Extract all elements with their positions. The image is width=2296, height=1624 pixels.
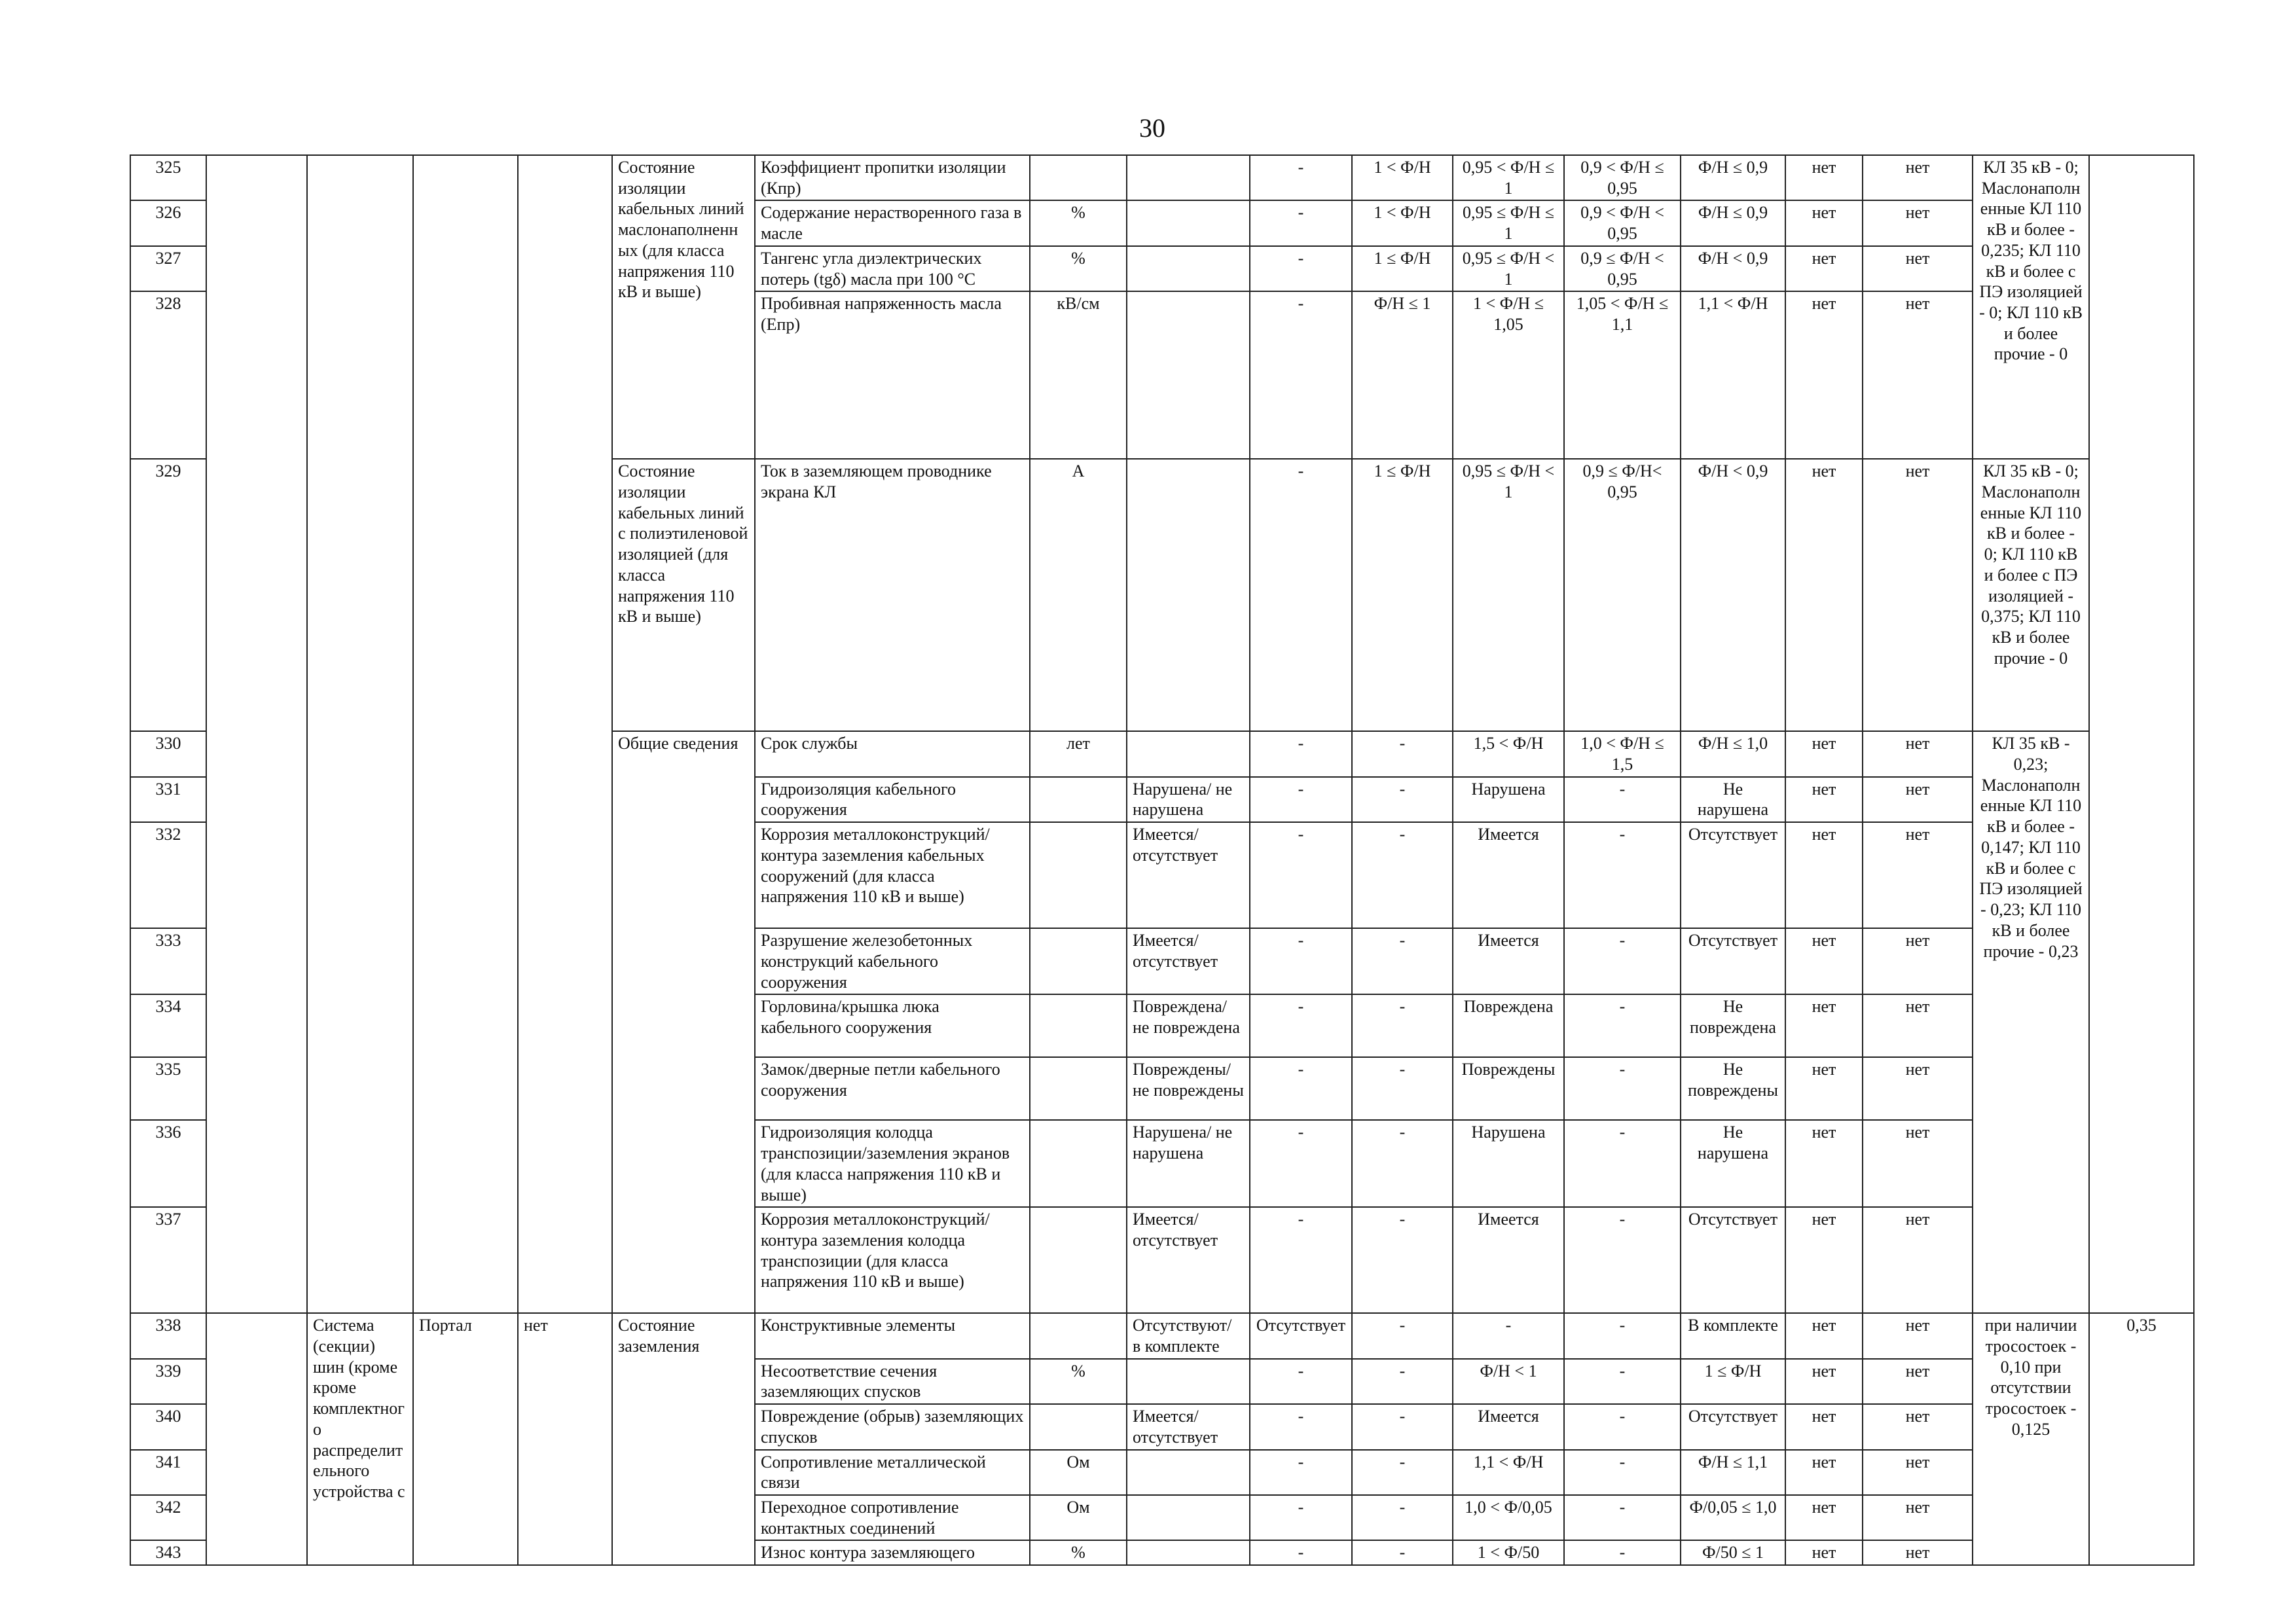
value-cell-4: 1,0 < Ф/Н ≤ 1,5 (1564, 731, 1681, 776)
weight-cell: КЛ 35 кВ - 0; Маслонаполненные КЛ 110 кВ и более - 0; КЛ 110 кВ и более с ПЭ изоляцией - 0,375; КЛ 110 кВ и более прочие - 0 (1973, 459, 2089, 731)
qualitative-cell (1127, 1359, 1250, 1404)
group-cell: Состояние изоляции кабельных линий маслонаполненных (для класса напряжения 110 кВ и выше) (612, 155, 755, 459)
element-cell (307, 155, 413, 1313)
value-cell-2: 1 < Ф/Н (1352, 155, 1453, 200)
group-cell: Состояние изоляции кабельных линий с полиэтиленовой изоляцией (для класса напряжения 110 кВ и выше) (612, 459, 755, 731)
qualitative-cell (1127, 1540, 1250, 1565)
value-cell-2: - (1352, 1450, 1453, 1495)
value-cell-5: Не нарушена (1681, 1120, 1785, 1207)
value-cell-4: 1,05 < Ф/Н ≤ 1,1 (1564, 291, 1681, 459)
value-cell-1: Отсутствует (1250, 1313, 1352, 1358)
flag-cell-b: нет (1863, 246, 1973, 291)
value-cell-5: Не нарушена (1681, 777, 1785, 822)
flag-cell-b: нет (1863, 155, 1973, 200)
value-cell-3: 1,1 < Ф/Н (1453, 1450, 1564, 1495)
flag-cell-a: нет (1785, 1207, 1863, 1313)
value-cell-3: Имеется (1453, 1404, 1564, 1449)
value-cell-2: - (1352, 994, 1453, 1057)
value-cell-3: 0,95 ≤ Ф/Н < 1 (1453, 459, 1564, 731)
row-number: 343 (130, 1540, 206, 1565)
unit-cell: % (1030, 200, 1127, 245)
flag-cell-a: нет (1785, 928, 1863, 994)
parameter-cell: Ток в заземляющем проводнике экрана КЛ (755, 459, 1030, 731)
qualitative-cell (1127, 246, 1250, 291)
value-cell-5: Отсутствует (1681, 1404, 1785, 1449)
value-cell-5: Ф/Н < 0,9 (1681, 246, 1785, 291)
value-cell-4: - (1564, 1057, 1681, 1120)
value-cell-2: - (1352, 1313, 1453, 1358)
value-cell-5: Ф/Н ≤ 0,9 (1681, 155, 1785, 200)
value-cell-2: - (1352, 822, 1453, 928)
row-number: 335 (130, 1057, 206, 1120)
value-cell-5: В комплекте (1681, 1313, 1785, 1358)
parameter-cell: Гидроизоляция колодца транспозиции/заземления экранов (для класса напряжения 110 кВ и выше) (755, 1120, 1030, 1207)
qualitative-cell: Имеется/ отсутствует (1127, 1207, 1250, 1313)
value-cell-1: - (1250, 1359, 1352, 1404)
value-cell-3: 0,95 < Ф/Н ≤ 1 (1453, 155, 1564, 200)
flag-cell-b: нет (1863, 291, 1973, 459)
value-cell-2: - (1352, 1495, 1453, 1540)
empty-cell (206, 1313, 307, 1565)
qualitative-cell (1127, 731, 1250, 776)
value-cell-1: - (1250, 1450, 1352, 1495)
flag-cell-b: нет (1863, 1120, 1973, 1207)
flag-cell: нет (518, 1313, 612, 1565)
value-cell-4: - (1564, 777, 1681, 822)
value-cell-1: - (1250, 1404, 1352, 1449)
value-cell-5: Ф/Н ≤ 1,1 (1681, 1450, 1785, 1495)
value-cell-4: - (1564, 1495, 1681, 1540)
unit-cell: Ом (1030, 1450, 1127, 1495)
value-cell-2: 1 ≤ Ф/Н (1352, 246, 1453, 291)
object-cell: Система (секции) шин (кроме кроме комплектного распределительного устройства с (307, 1313, 413, 1565)
subelement-cell (413, 155, 518, 1313)
flag-cell-b: нет (1863, 200, 1973, 245)
value-cell-2: 1 ≤ Ф/Н (1352, 459, 1453, 731)
flag-cell-a: нет (1785, 459, 1863, 731)
value-cell-5: Ф/Н ≤ 1,0 (1681, 731, 1785, 776)
flag-cell-b: нет (1863, 731, 1973, 776)
parameter-cell: Замок/дверные петли кабельного сооружения (755, 1057, 1030, 1120)
value-cell-5: Ф/Н < 0,9 (1681, 459, 1785, 731)
flag-cell-b: нет (1863, 459, 1973, 731)
value-cell-1: - (1250, 1057, 1352, 1120)
group-cell: Общие сведения (612, 731, 755, 1313)
value-cell-3: Нарушена (1453, 777, 1564, 822)
row-number: 340 (130, 1404, 206, 1449)
flag-cell-a: нет (1785, 246, 1863, 291)
flag-cell-b: нет (1863, 994, 1973, 1057)
row-number: 342 (130, 1495, 206, 1540)
unit-cell: А (1030, 459, 1127, 731)
flag-cell-a: нет (1785, 1450, 1863, 1495)
value-cell-4: - (1564, 1359, 1681, 1404)
flag-cell-a: нет (1785, 1404, 1863, 1449)
qualitative-cell (1127, 1495, 1250, 1540)
qualitative-cell (1127, 291, 1250, 459)
unit-cell: кВ/см (1030, 291, 1127, 459)
weight-cell: КЛ 35 кВ - 0; Маслонаполненные КЛ 110 кВ и более - 0,235; КЛ 110 кВ и более с ПЭ изоляцией - 0; КЛ 110 кВ и более прочие - 0 (1973, 155, 2089, 459)
row-number: 332 (130, 822, 206, 928)
flag-cell-a: нет (1785, 200, 1863, 245)
unit-cell (1030, 994, 1127, 1057)
parameter-cell: Сопротивление металлической связи (755, 1450, 1030, 1495)
value-cell-5: Отсутствует (1681, 822, 1785, 928)
value-cell-4: - (1564, 1120, 1681, 1207)
value-cell-1: - (1250, 1495, 1352, 1540)
value-cell-1: - (1250, 246, 1352, 291)
flag-cell-b: нет (1863, 1450, 1973, 1495)
parameter-cell: Горловина/крышка люка кабельного сооружения (755, 994, 1030, 1057)
value-cell-5: 1,1 < Ф/Н (1681, 291, 1785, 459)
qualitative-cell: Повреждены/ не повреждены (1127, 1057, 1250, 1120)
value-cell-3: Имеется (1453, 822, 1564, 928)
weight-cell: при наличии тросостоек - 0,10 при отсутствии тросостоек - 0,125 (1973, 1313, 2089, 1565)
flag-cell-a: нет (1785, 1057, 1863, 1120)
assessment-table (130, 154, 2195, 1566)
row-number: 334 (130, 994, 206, 1057)
parameter-cell: Износ контура заземляющего (755, 1540, 1030, 1565)
row-number: 333 (130, 928, 206, 994)
flag-cell-a: нет (1785, 1540, 1863, 1565)
qualitative-cell: Нарушена/ не нарушена (1127, 777, 1250, 822)
unit-cell (1030, 822, 1127, 928)
weight-cell: КЛ 35 кВ - 0,23; Маслонаполненные КЛ 110 кВ и более - 0,147; КЛ 110 кВ и более с ПЭ изоляцией - 0,23; КЛ 110 кВ и более прочие - 0,23 (1973, 731, 2089, 1313)
page-number: 30 (1139, 113, 1165, 143)
flag-cell-b: нет (1863, 1404, 1973, 1449)
value-cell-3: 1,5 < Ф/Н (1453, 731, 1564, 776)
parameter-cell: Содержание нерастворенного газа в масле (755, 200, 1030, 245)
row-number: 330 (130, 731, 206, 776)
row-number: 341 (130, 1450, 206, 1495)
value-cell-3: 0,95 ≤ Ф/Н ≤ 1 (1453, 200, 1564, 245)
unit-cell (1030, 1207, 1127, 1313)
value-cell-2: Ф/Н ≤ 1 (1352, 291, 1453, 459)
flag-cell-a: нет (1785, 291, 1863, 459)
unit-cell (1030, 1404, 1127, 1449)
flag-cell-b: нет (1863, 1359, 1973, 1404)
row-number: 328 (130, 291, 206, 459)
total-cell (2089, 155, 2194, 1313)
flag-cell-b: нет (1863, 822, 1973, 928)
qualitative-cell: Имеется/ отсутствует (1127, 822, 1250, 928)
value-cell-2: - (1352, 1057, 1453, 1120)
unit-cell (1030, 777, 1127, 822)
value-cell-4: - (1564, 822, 1681, 928)
row-number: 339 (130, 1359, 206, 1404)
value-cell-3: Повреждены (1453, 1057, 1564, 1120)
value-cell-1: - (1250, 822, 1352, 928)
value-cell-2: - (1352, 1540, 1453, 1565)
flag-cell-a: нет (1785, 1495, 1863, 1540)
value-cell-3: Имеется (1453, 1207, 1564, 1313)
flag-cell-b: нет (1863, 1495, 1973, 1540)
qualitative-cell: Имеется/ отсутствует (1127, 928, 1250, 994)
flag-cell-a: нет (1785, 1120, 1863, 1207)
value-cell-3: 1,0 < Ф/0,05 (1453, 1495, 1564, 1540)
qualitative-cell (1127, 200, 1250, 245)
parameter-cell: Гидроизоляция кабельного сооружения (755, 777, 1030, 822)
value-cell-4: - (1564, 1540, 1681, 1565)
value-cell-1: - (1250, 777, 1352, 822)
flag-cell-b: нет (1863, 928, 1973, 994)
value-cell-3: 1 < Ф/50 (1453, 1540, 1564, 1565)
value-cell-4: 0,9 ≤ Ф/Н < 0,95 (1564, 246, 1681, 291)
value-cell-4: 0,9 < Ф/Н < 0,95 (1564, 200, 1681, 245)
value-cell-2: - (1352, 928, 1453, 994)
value-cell-5: Ф/50 ≤ 1 (1681, 1540, 1785, 1565)
value-cell-4: - (1564, 928, 1681, 994)
value-cell-1: - (1250, 459, 1352, 731)
flag-cell-a: нет (1785, 994, 1863, 1057)
value-cell-1: - (1250, 928, 1352, 994)
row-number: 331 (130, 777, 206, 822)
flag-cell (518, 155, 612, 1313)
flag-cell-a: нет (1785, 822, 1863, 928)
value-cell-5: Не повреждена (1681, 994, 1785, 1057)
value-cell-3: 1 < Ф/Н ≤ 1,05 (1453, 291, 1564, 459)
qualitative-cell: Нарушена/ не нарушена (1127, 1120, 1250, 1207)
value-cell-4: 0,9 ≤ Ф/Н< 0,95 (1564, 459, 1681, 731)
parameter-cell: Тангенс угла диэлектрических потерь (tgδ) масла при 100 °С (755, 246, 1030, 291)
qualitative-cell: Имеется/ отсутствует (1127, 1404, 1250, 1449)
value-cell-1: - (1250, 291, 1352, 459)
qualitative-cell: Отсутствуют/ в комплекте (1127, 1313, 1250, 1358)
value-cell-4: 0,9 < Ф/Н ≤ 0,95 (1564, 155, 1681, 200)
value-cell-1: - (1250, 155, 1352, 200)
value-cell-2: - (1352, 1359, 1453, 1404)
row-number: 327 (130, 246, 206, 291)
value-cell-1: - (1250, 731, 1352, 776)
element-cell: Портал (413, 1313, 518, 1565)
flag-cell-a: нет (1785, 155, 1863, 200)
parameter-cell: Пробивная напряженность масла (Епр) (755, 291, 1030, 459)
parameter-cell: Повреждение (обрыв) заземляющих спусков (755, 1404, 1030, 1449)
unit-cell: % (1030, 1359, 1127, 1404)
total-cell: 0,35 (2089, 1313, 2194, 1565)
value-cell-5: 1 ≤ Ф/Н (1681, 1359, 1785, 1404)
row-number: 338 (130, 1313, 206, 1358)
unit-cell: % (1030, 246, 1127, 291)
parameter-cell: Разрушение железобетонных конструкций кабельного сооружения (755, 928, 1030, 994)
qualitative-cell: Повреждена/ не повреждена (1127, 994, 1250, 1057)
qualitative-cell (1127, 155, 1250, 200)
value-cell-1: - (1250, 200, 1352, 245)
flag-cell-a: нет (1785, 731, 1863, 776)
flag-cell-b: нет (1863, 1540, 1973, 1565)
value-cell-5: Ф/0,05 ≤ 1,0 (1681, 1495, 1785, 1540)
unit-cell (1030, 1120, 1127, 1207)
parameter-cell: Коэффициент пропитки изоляции (Кпр) (755, 155, 1030, 200)
value-cell-2: - (1352, 731, 1453, 776)
value-cell-5: Отсутствует (1681, 928, 1785, 994)
object-cell (206, 155, 307, 1313)
value-cell-3: Нарушена (1453, 1120, 1564, 1207)
flag-cell-a: нет (1785, 777, 1863, 822)
unit-cell: Ом (1030, 1495, 1127, 1540)
value-cell-5: Ф/Н ≤ 0,9 (1681, 200, 1785, 245)
value-cell-3: 0,95 ≤ Ф/Н < 1 (1453, 246, 1564, 291)
qualitative-cell (1127, 1450, 1250, 1495)
unit-cell (1030, 1057, 1127, 1120)
value-cell-2: - (1352, 1207, 1453, 1313)
value-cell-4: - (1564, 1207, 1681, 1313)
value-cell-1: - (1250, 1207, 1352, 1313)
unit-cell (1030, 155, 1127, 200)
value-cell-5: Не повреждены (1681, 1057, 1785, 1120)
table-row (130, 155, 2194, 200)
value-cell-2: - (1352, 777, 1453, 822)
row-number: 325 (130, 155, 206, 200)
flag-cell-b: нет (1863, 1057, 1973, 1120)
parameter-cell: Переходное сопротивление контактных соединений (755, 1495, 1030, 1540)
value-cell-2: - (1352, 1120, 1453, 1207)
parameter-cell: Несоответствие сечения заземляющих спусков (755, 1359, 1030, 1404)
flag-cell-a: нет (1785, 1359, 1863, 1404)
value-cell-3: Имеется (1453, 928, 1564, 994)
table-row (130, 1313, 2194, 1358)
unit-cell: % (1030, 1540, 1127, 1565)
value-cell-2: 1 < Ф/Н (1352, 200, 1453, 245)
value-cell-4: - (1564, 994, 1681, 1057)
value-cell-1: - (1250, 1120, 1352, 1207)
group-cell: Состояние заземления (612, 1313, 755, 1565)
unit-cell: лет (1030, 731, 1127, 776)
parameter-cell: Коррозия металлоконструкций/контура заземления кабельных сооружений (для класса напряжения 110 кВ и выше) (755, 822, 1030, 928)
value-cell-4: - (1564, 1450, 1681, 1495)
row-number: 337 (130, 1207, 206, 1313)
qualitative-cell (1127, 459, 1250, 731)
value-cell-3: - (1453, 1313, 1564, 1358)
value-cell-3: Ф/Н < 1 (1453, 1359, 1564, 1404)
unit-cell (1030, 1313, 1127, 1358)
flag-cell-b: нет (1863, 777, 1973, 822)
flag-cell-b: нет (1863, 1207, 1973, 1313)
value-cell-2: - (1352, 1404, 1453, 1449)
row-number: 336 (130, 1120, 206, 1207)
parameter-cell: Коррозия металлоконструкций/контура заземления колодца транспозиции (для класса напряжения 110 кВ и выше) (755, 1207, 1030, 1313)
value-cell-4: - (1564, 1313, 1681, 1358)
value-cell-3: Повреждена (1453, 994, 1564, 1057)
value-cell-1: - (1250, 1540, 1352, 1565)
flag-cell-a: нет (1785, 1313, 1863, 1358)
parameter-cell: Срок службы (755, 731, 1030, 776)
flag-cell-b: нет (1863, 1313, 1973, 1358)
value-cell-1: - (1250, 994, 1352, 1057)
unit-cell (1030, 928, 1127, 994)
value-cell-5: Отсутствует (1681, 1207, 1785, 1313)
row-number: 326 (130, 200, 206, 245)
row-number: 329 (130, 459, 206, 731)
parameter-cell: Конструктивные элементы (755, 1313, 1030, 1358)
value-cell-4: - (1564, 1404, 1681, 1449)
